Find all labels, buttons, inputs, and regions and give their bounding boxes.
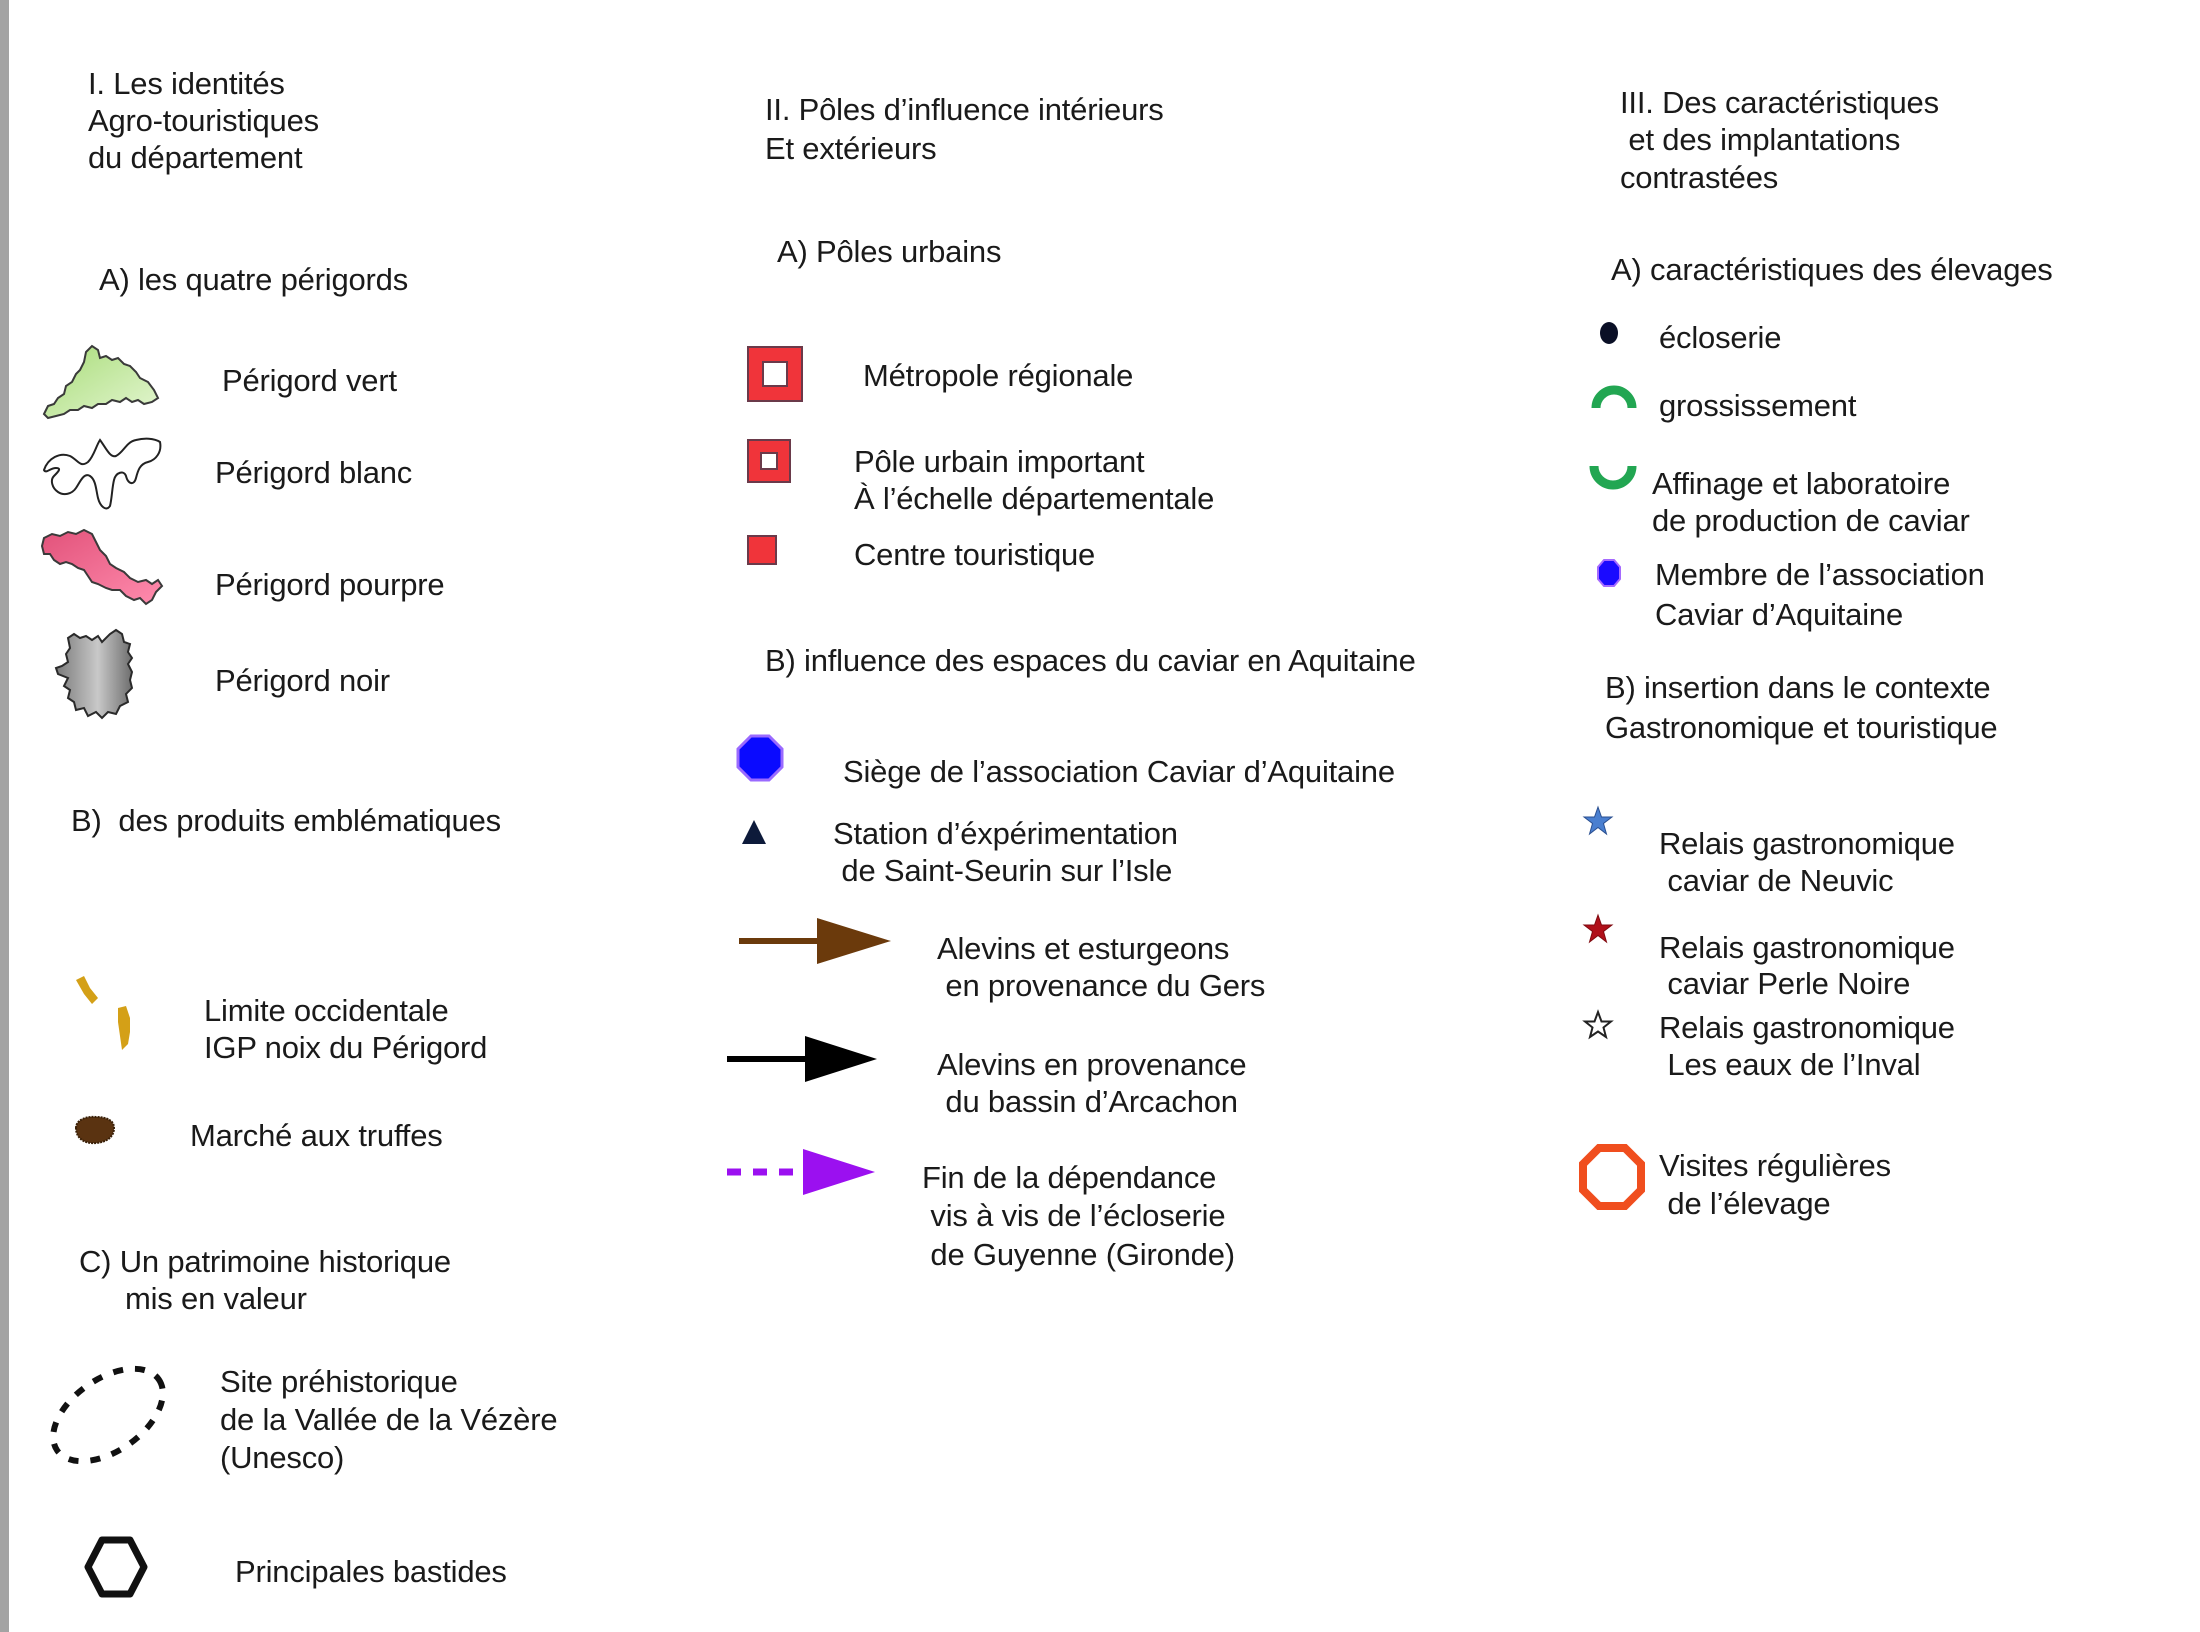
brown-arrow-icon (737, 916, 893, 968)
small-hollow-square-icon (747, 439, 791, 483)
grossissement-label: grossissement (1659, 388, 1857, 423)
perigord-noir-label: Périgord noir (215, 663, 390, 698)
blue-octagon-icon (736, 734, 784, 782)
guyenne-label-line-2: vis à vis de l’écloserie (922, 1198, 1226, 1233)
noix-label-line-2: IGP noix du Périgord (204, 1030, 488, 1065)
section-1c-heading-line-2: mis en valeur (125, 1281, 307, 1316)
inval-label-line-2: Les eaux de l’Inval (1659, 1047, 1921, 1082)
arc-up-icon (1592, 384, 1636, 410)
hexagon-icon (84, 1536, 148, 1598)
purple-dashed-arrow-icon (725, 1146, 881, 1198)
perigord-blanc-label: Périgord blanc (215, 455, 413, 490)
section-3b-heading-line-1: B) insertion dans le contexte (1605, 670, 1991, 705)
outline-star-icon (1583, 1010, 1613, 1040)
centre-touristique-label: Centre touristique (854, 537, 1096, 572)
white-region-icon (40, 436, 166, 512)
section-2-title-line-2: Et extérieurs (765, 131, 937, 166)
perle-noire-label-line-2: caviar Perle Noire (1659, 966, 1911, 1001)
bastides-label: Principales bastides (235, 1554, 507, 1589)
vezere-label-line-3: (Unesco) (220, 1440, 345, 1475)
section-3-title-line-2: et des implantations (1620, 122, 1901, 157)
siege-label: Siège de l’association Caviar d’Aquitaine (843, 754, 1395, 789)
gray-region-icon (52, 628, 152, 722)
gers-label-line-2: en provenance du Gers (937, 968, 1266, 1003)
perigord-pourpre-label: Périgord pourpre (215, 567, 445, 602)
visites-label-line-1: Visites régulières (1659, 1148, 1891, 1183)
red-star-icon (1583, 914, 1613, 944)
perigord-vert-label: Périgord vert (222, 363, 397, 398)
truffes-label: Marché aux truffes (190, 1118, 443, 1153)
section-3b-heading-line-2: Gastronomique et touristique (1605, 710, 1998, 745)
ecloserie-label: écloserie (1659, 320, 1782, 355)
metropole-label: Métropole régionale (863, 358, 1134, 393)
guyenne-label-line-3: de Guyenne (Gironde) (922, 1237, 1235, 1272)
section-2-title-line-1: II. Pôles d’influence intérieurs (765, 92, 1164, 127)
section-2a-heading: A) Pôles urbains (777, 234, 1002, 269)
black-arrow-icon (725, 1034, 881, 1086)
section-3-title-line-1: III. Des caractéristiques (1620, 85, 1939, 120)
vezere-label-line-1: Site préhistorique (220, 1364, 458, 1399)
arc-down-icon (1590, 462, 1636, 490)
filled-square-icon (747, 535, 777, 565)
perle-noire-label-line-1: Relais gastronomique (1659, 930, 1955, 965)
arcachon-label-line-2: du bassin d’Arcachon (937, 1084, 1238, 1119)
visites-label-line-2: de l’élevage (1659, 1186, 1831, 1221)
blue-star-icon (1583, 806, 1613, 836)
blue-dot-icon (1596, 558, 1622, 588)
section-1-title-line-3: du département (88, 140, 303, 175)
section-1-title-line-2: Agro-touristiques (88, 103, 319, 138)
section-3a-heading: A) caractéristiques des élevages (1611, 252, 2053, 287)
left-border (0, 0, 9, 1632)
section-1a-heading: A) les quatre périgords (99, 262, 409, 297)
dashed-ellipse-icon (38, 1350, 178, 1480)
membre-label-line-2: Caviar d’Aquitaine (1655, 597, 1903, 632)
inval-label-line-1: Relais gastronomique (1659, 1010, 1955, 1045)
pink-region-icon (40, 528, 170, 608)
station-label-line-2: de Saint-Seurin sur l’Isle (833, 853, 1173, 888)
truffle-icon (72, 1114, 118, 1148)
guyenne-label-line-1: Fin de la dépendance (922, 1160, 1217, 1195)
section-3-title-line-3: contrastées (1620, 160, 1779, 195)
large-hollow-square-icon (747, 346, 803, 402)
gers-label-line-1: Alevins et esturgeons (937, 931, 1230, 966)
pole-urbain-label-line-2: À l’échelle départementale (854, 481, 1215, 516)
section-1b-heading: B) des produits emblématiques (71, 803, 501, 838)
station-label-line-1: Station d’éxpérimentation (833, 816, 1178, 851)
affinage-label-line-2: de production de caviar (1652, 503, 1970, 538)
section-2b-heading: B) influence des espaces du caviar en Aquitaine (765, 643, 1416, 678)
arcachon-label-line-1: Alevins en provenance (937, 1047, 1247, 1082)
triangle-icon (740, 818, 768, 846)
pole-urbain-label-line-1: Pôle urbain important (854, 444, 1145, 479)
section-1-title-line-1: I. Les identités (88, 66, 285, 101)
affinage-label-line-1: Affinage et laboratoire (1652, 466, 1951, 501)
dashed-boundary-icon (72, 974, 142, 1056)
noix-label-line-1: Limite occidentale (204, 993, 449, 1028)
neuvic-label-line-2: caviar de Neuvic (1659, 863, 1894, 898)
neuvic-label-line-1: Relais gastronomique (1659, 826, 1955, 861)
orange-octagon-icon (1579, 1144, 1645, 1210)
membre-label-line-1: Membre de l’association (1655, 557, 1985, 592)
dot-icon (1598, 320, 1620, 346)
vezere-label-line-2: de la Vallée de la Vézère (220, 1402, 558, 1437)
section-1c-heading-line-1: C) Un patrimoine historique (79, 1244, 451, 1279)
green-region-icon (40, 344, 166, 420)
